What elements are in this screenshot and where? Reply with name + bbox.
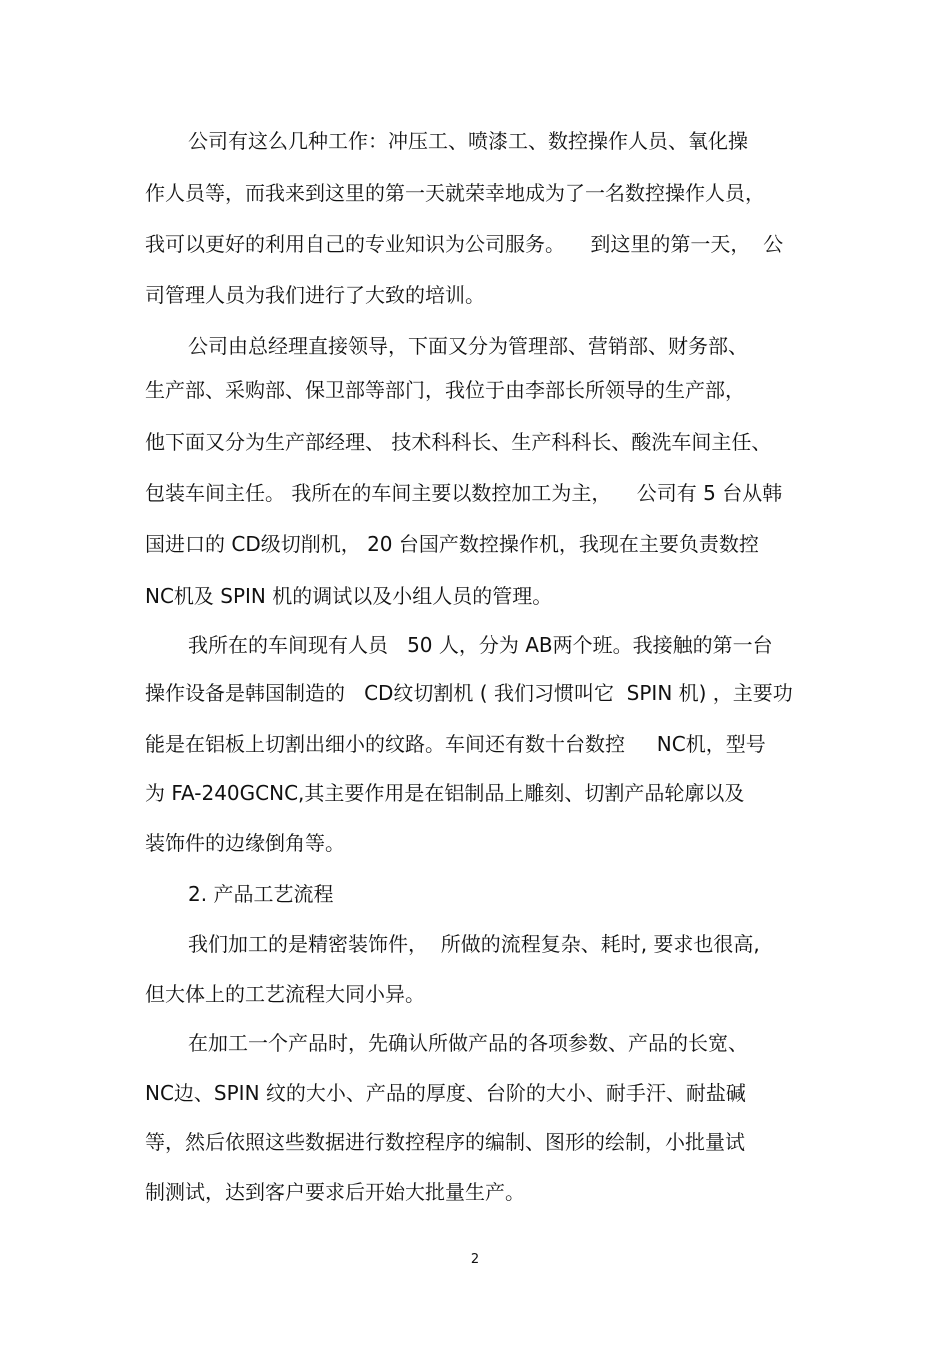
- text-line: 能是在铝板上切割出细小的纹路。车间还有数十台数控 NC机，型号: [145, 732, 766, 756]
- text-line: 为 FA-240GCNC,其主要作用是在铝制品上雕刻、切割产品轮廓以及: [145, 781, 745, 805]
- text-line: 包装车间主任。 我所在的车间主要以数控加工为主， 公司有 5 台从韩: [145, 481, 783, 505]
- section-heading: 2. 产品工艺流程: [188, 882, 334, 906]
- text-line: 等，然后依照这些数据进行数控程序的编制、图形的绘制，小批量试: [145, 1130, 745, 1154]
- text-line: 国进口的 CD级切削机， 20 台国产数控操作机，我现在主要负责数控: [145, 532, 759, 556]
- text-line: 公司有这么几种工作：冲压工、喷漆工、数控操作人员、氧化操: [188, 129, 748, 153]
- text-line: 在加工一个产品时，先确认所做产品的各项参数、产品的长宽、: [188, 1031, 748, 1055]
- text-line: 我所在的车间现有人员 50 人，分为 AB两个班。我接触的第一台: [188, 633, 773, 657]
- text-line: 操作设备是韩国制造的 CD纹切割机 ( 我们习惯叫它 SPIN 机) ，主要功: [145, 681, 793, 705]
- text-line: 我们加工的是精密装饰件， 所做的流程复杂、耗时, 要求也很高,: [188, 932, 760, 956]
- text-line: 他下面又分为生产部经理、 技术科科长、生产科科长、酸洗车间主任、: [145, 430, 772, 454]
- text-line: 但大体上的工艺流程大同小异。: [145, 982, 425, 1006]
- text-line: 制测试，达到客户要求后开始大批量生产。: [145, 1180, 525, 1204]
- text-line: 司管理人员为我们进行了大致的培训。: [145, 283, 485, 307]
- text-line: 作人员等，而我来到这里的第一天就荣幸地成为了一名数控操作人员，: [145, 181, 765, 205]
- text-line: NC机及 SPIN 机的调试以及小组人员的管理。: [145, 584, 553, 608]
- text-line: 装饰件的边缘倒角等。: [145, 831, 345, 855]
- text-line: NC边、SPIN 纹的大小、产品的厚度、台阶的大小、耐手汗、耐盐碱: [145, 1081, 746, 1105]
- page-number: 2: [470, 1252, 480, 1267]
- text-line: 我可以更好的利用自己的专业知识为公司服务。 到这里的第一天， 公: [145, 232, 784, 256]
- text-line: 生产部、采购部、保卫部等部门，我位于由李部长所领导的生产部，: [145, 378, 745, 402]
- text-line: 公司由总经理直接领导，下面又分为管理部、营销部、财务部、: [188, 334, 748, 358]
